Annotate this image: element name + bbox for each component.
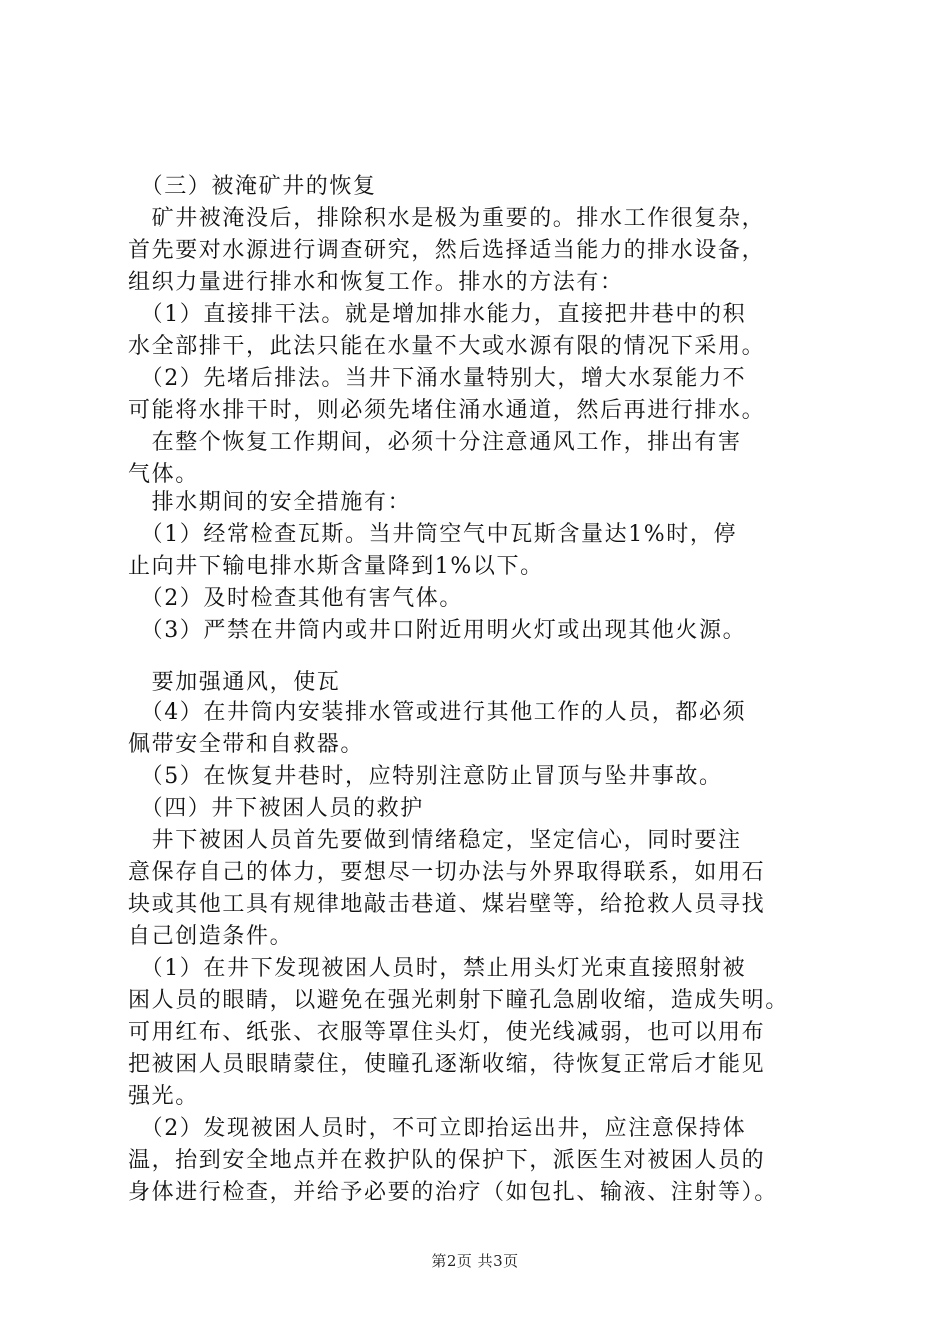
- paragraph-line: （1）经常检查瓦斯。当井筒空气中瓦斯含量达1%时，停: [128, 522, 738, 547]
- paragraph-line: （2）及时检查其他有害气体。: [128, 586, 463, 611]
- paragraph-line: 块或其他工具有规律地敲击巷道、煤岩壁等，给抢救人员寻找: [128, 892, 766, 917]
- paragraph-line: 矿井被淹没后，排除积水是极为重要的。排水工作很复杂，: [128, 206, 766, 231]
- paragraph-line: （4）在井筒内安装排水管或进行其他工作的人员，都必须: [128, 700, 747, 725]
- paragraph-line: 水全部排干，此法只能在水量不大或水源有限的情况下采用。: [128, 334, 766, 359]
- page-number-footer: 第2页 共3页: [431, 1252, 519, 1270]
- paragraph-line: 困人员的眼睛，以避免在强光刺射下瞳孔急剧收缩，造成失明。: [128, 988, 789, 1013]
- paragraph-line: （2）先堵后排法。当井下涌水量特别大，增大水泵能力不: [128, 366, 747, 391]
- heading-section-four: （四）井下被困人员的救护: [128, 796, 424, 821]
- paragraph-line: 意保存自己的体力，要想尽一切办法与外界取得联系，如用石: [128, 860, 766, 885]
- paragraph-line: 可能将水排干时，则必须先堵住涌水通道，然后再进行排水。: [128, 398, 766, 423]
- heading-section-three: （三）被淹矿井的恢复: [128, 174, 377, 199]
- paragraph-line: 温，抬到安全地点并在救护队的保护下，派医生对被困人员的: [128, 1148, 766, 1173]
- paragraph-line: 强光。: [128, 1084, 199, 1109]
- paragraph-line: 井下被困人员首先要做到情绪稳定，坚定信心，同时要注: [128, 828, 742, 853]
- paragraph-line: 佩带安全带和自救器。: [128, 732, 365, 757]
- paragraph-line: 把被困人员眼睛蒙住，使瞳孔逐渐收缩，待恢复正常后才能见: [128, 1052, 766, 1077]
- paragraph-line: 可用红布、纸张、衣服等罩住头灯，使光线减弱，也可以用布: [128, 1020, 766, 1045]
- paragraph-line: （1）直接排干法。就是增加排水能力，直接把井巷中的积: [128, 302, 747, 327]
- paragraph-line: 气体。: [128, 462, 199, 487]
- paragraph-line: （3）严禁在井筒内或井口附近用明火灯或出现其他火源。: [128, 618, 747, 643]
- paragraph-line: 自己创造条件。: [128, 924, 294, 949]
- paragraph-line: （2）发现被困人员时，不可立即抬运出井，应注意保持体: [128, 1116, 747, 1141]
- paragraph-line: 止向井下输电排水斯含量降到1%以下。: [128, 554, 544, 579]
- paragraph-line: （1）在井下发现被困人员时，禁止用头灯光束直接照射被: [128, 956, 747, 981]
- paragraph-line: 在整个恢复工作期间，必须十分注意通风工作，排出有害: [128, 430, 742, 455]
- paragraph-line: 身体进行检查，并给予必要的治疗（如包扎、输液、注射等）。: [128, 1180, 778, 1205]
- paragraph-line: 组织力量进行排水和恢复工作。排水的方法有：: [128, 270, 624, 295]
- paragraph-line: 要加强通风，使瓦: [128, 670, 341, 695]
- paragraph-line: （5）在恢复井巷时，应特别注意防止冒顶与坠井事故。: [128, 764, 723, 789]
- paragraph-line: 排水期间的安全措施有：: [128, 490, 412, 515]
- paragraph-line: 首先要对水源进行调查研究，然后选择适当能力的排水设备，: [128, 238, 766, 263]
